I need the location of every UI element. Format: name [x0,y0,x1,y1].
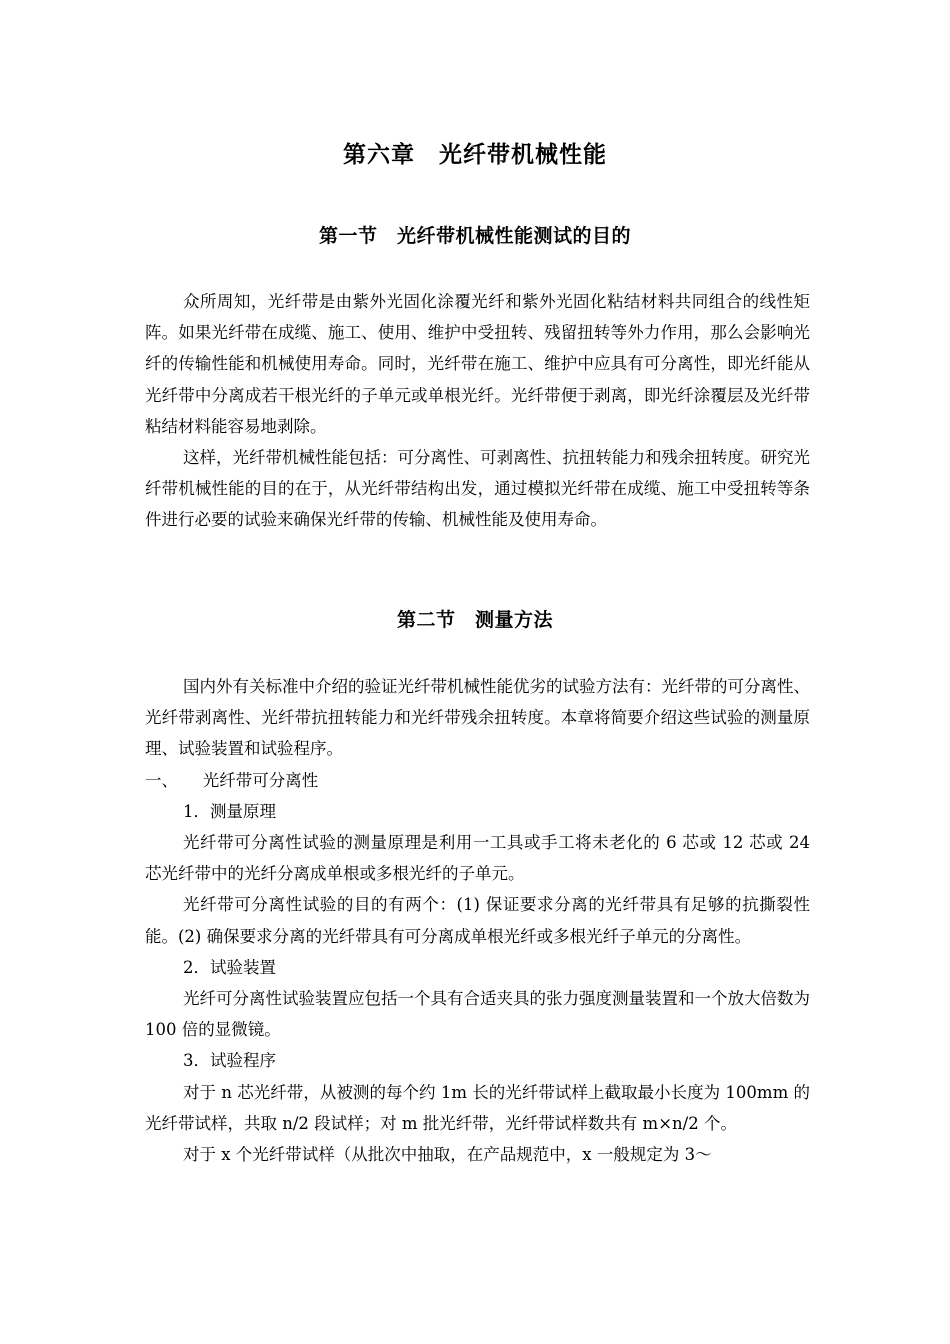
paragraph: 国内外有关标准中介绍的验证光纤带机械性能优劣的试验方法有：光纤带的可分离性、光纤带剥离性、光纤带抗扭转能力和光纤带残余扭转度。本章将简要介绍这些试验的测量原理、试验装置和试验程序。 [145,677,810,759]
paragraph: 众所周知，光纤带是由紫外光固化涂覆光纤和紫外光固化粘结材料共同组合的线性矩阵。如果光纤带在成缆、施工、使用、维护中受扭转、残留扭转等外力作用，那么会影响光纤的传输性能和机械使用寿命。同时，光纤带在施工、维护中应具有可分离性，即光纤能从光纤带中分离成若干根光纤的子单元或单根光纤。光纤带便于剥离，即光纤涂覆层及光纤带粘结材料能容易地剥除。 [145,292,810,436]
section-1-title: 第一节 光纤带机械性能测试的目的 [318,225,631,247]
paragraph: 光纤可分离性试验装置应包括一个具有合适夹具的张力强度测量装置和一个放大倍数为 100 倍的显微镜。 [145,989,810,1040]
paragraph: 光纤带可分离性试验的目的有两个：(1) 保证要求分离的光纤带具有足够的抗撕裂性能。(2) 确保要求分离的光纤带具有可分离成单根光纤或多根光纤子单元的分离性。 [145,895,810,946]
paragraph: 光纤带可分离性试验的测量原理是利用一工具或手工将未老化的 6 芯或 12 芯或 24 芯光纤带中的光纤分离成单根或多根光纤的子单元。 [145,833,810,884]
section-2-body [145,671,810,1170]
subsection-heading: 3．试验程序 [183,1051,276,1071]
subsection-heading: 1．测量原理 [183,801,276,821]
paragraph: 这样，光纤带机械性能包括：可分离性、可剥离性、抗扭转能力和残余扭转度。研究光纤带机械性能的目的在于，从光纤带结构出发，通过模拟光纤带在成缆、施工中受扭转等条件进行必要的试验来确保光纤带的传输、机械性能及使用寿命。 [145,448,810,530]
chapter-title: 第六章 光纤带机械性能 [343,142,607,168]
paragraph: 对于 n 芯光纤带，从被测的每个约 1m 长的光纤带试样上截取最小长度为 100mm 的光纤带试样，共取 n/2 段试样；对 m 批光纤带，光纤带试样数共有 m×n/2 个。 [145,1082,810,1133]
section-1-body [145,286,810,536]
subsection-heading: 2．试验装置 [183,957,276,977]
paragraph: 对于 x 个光纤带试样（从批次中抽取，在产品规范中，x 一般规定为 3～ [183,1145,712,1165]
section-2-title: 第二节 测量方法 [396,609,553,631]
part-heading: 一、 光纤带可分离性 [145,770,319,790]
